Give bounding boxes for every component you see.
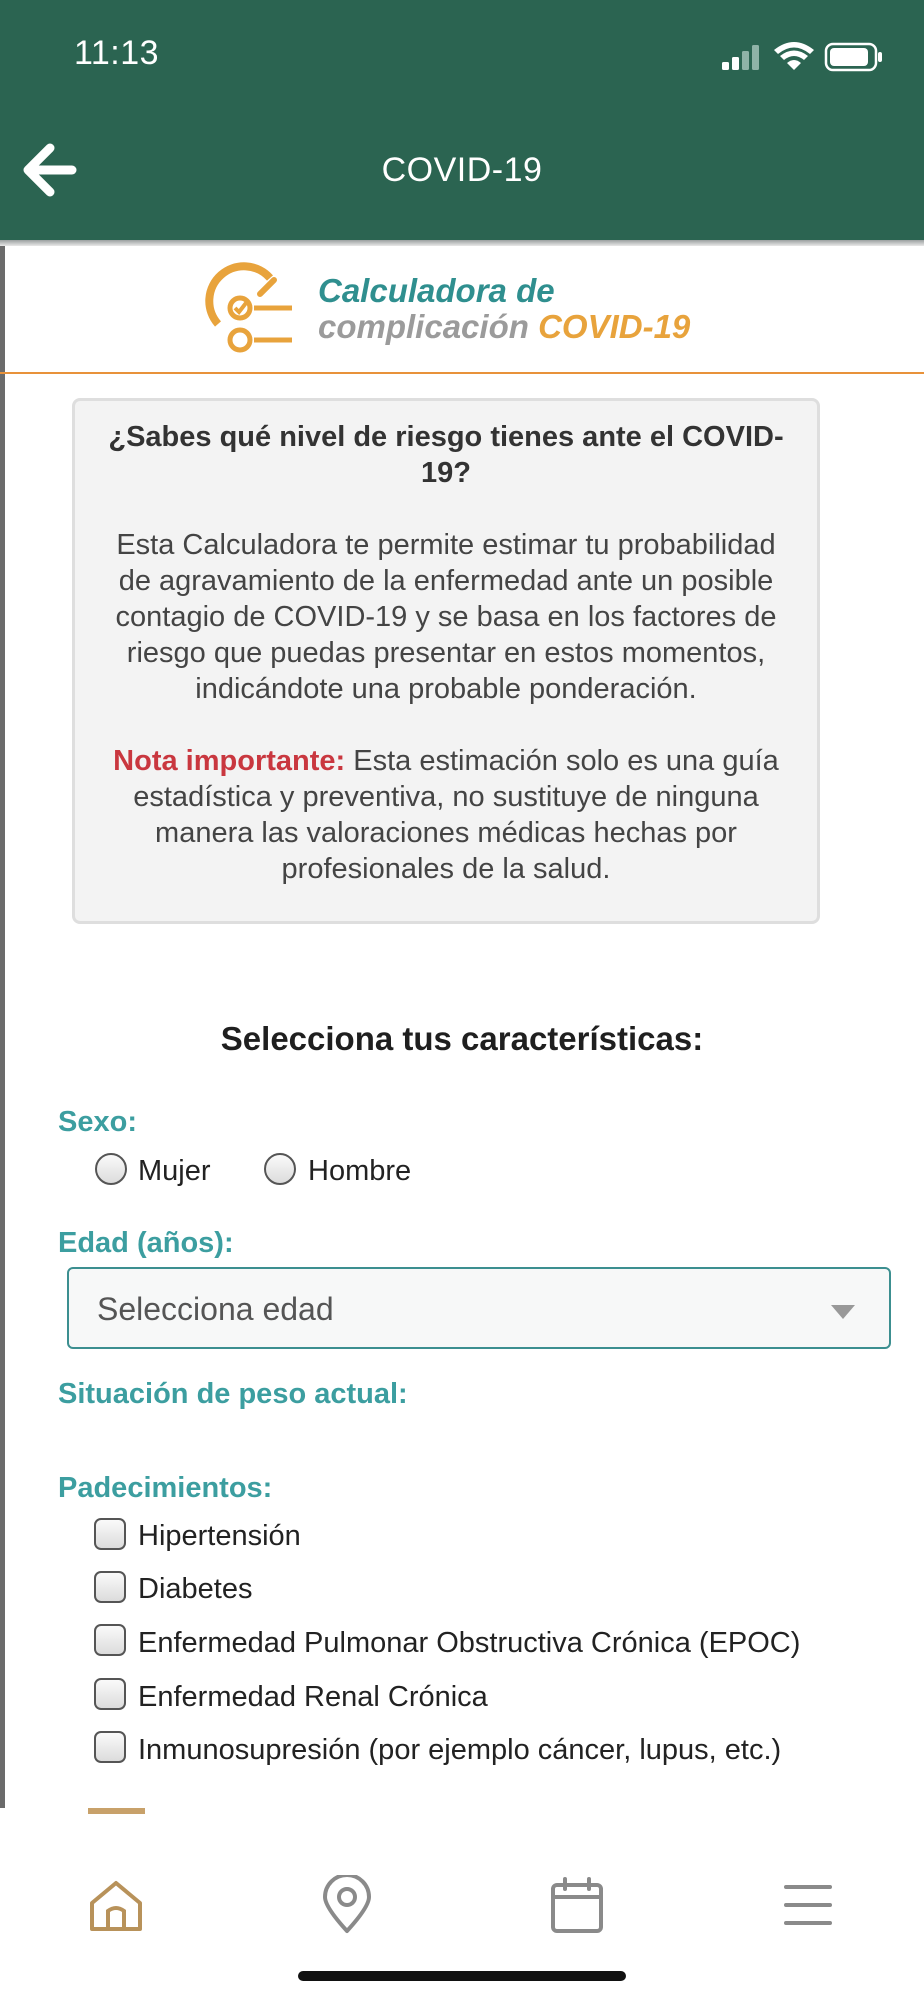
calendar-icon[interactable] bbox=[547, 1875, 607, 1935]
sex-label: Sexo: bbox=[58, 1106, 137, 1138]
calculator-logo bbox=[200, 262, 720, 362]
weight-label: Situación de peso actual: bbox=[58, 1378, 408, 1410]
info-question: ¿Sabes qué nivel de riesgo tienes ante el COVID-19? bbox=[108, 421, 784, 489]
checkbox-renal[interactable] bbox=[94, 1678, 126, 1710]
header-shadow bbox=[0, 240, 924, 246]
active-tab-indicator bbox=[88, 1808, 145, 1814]
radio-hombre-label[interactable]: Hombre bbox=[308, 1155, 412, 1187]
gauge-logo-icon bbox=[200, 262, 300, 362]
page-title: COVID-19 bbox=[381, 151, 543, 189]
checkbox-hipertension-label[interactable]: Hipertensión bbox=[138, 1520, 301, 1552]
location-pin-icon[interactable] bbox=[317, 1875, 377, 1935]
checkbox-inmunosupresion[interactable] bbox=[94, 1731, 126, 1763]
info-description: Esta Calculadora te permite estimar tu probabilidad de agravamiento de la enfermedad ante un posible contagio de COVID-19 y se basa en los factores de riesgo que puedas presentar en estos momentos, indicándote una probable ponderación. bbox=[115, 529, 777, 705]
chevron-down-icon bbox=[831, 1305, 855, 1319]
logo-title-line2 bbox=[318, 308, 690, 346]
conditions-label: Padecimientos: bbox=[58, 1472, 273, 1504]
age-select[interactable] bbox=[67, 1267, 891, 1349]
checkbox-epoc-label[interactable]: Enfermedad Pulmonar Obstructiva Crónica (EPOC) bbox=[138, 1627, 801, 1659]
home-icon[interactable] bbox=[86, 1875, 146, 1935]
checkbox-diabetes-label[interactable]: Diabetes bbox=[138, 1573, 253, 1605]
checkbox-epoc[interactable] bbox=[94, 1624, 126, 1656]
status-time: 11:13 bbox=[74, 34, 160, 72]
top-app-bar bbox=[0, 0, 924, 240]
logo-line2-text: complicación bbox=[318, 308, 529, 345]
menu-icon[interactable] bbox=[778, 1875, 838, 1935]
age-select-value: Selecciona edad bbox=[97, 1291, 334, 1327]
logo-title-line1: Calculadora de bbox=[318, 272, 555, 309]
checkbox-renal-label[interactable]: Enfermedad Renal Crónica bbox=[138, 1681, 488, 1713]
checkbox-diabetes[interactable] bbox=[94, 1571, 126, 1603]
status-icons bbox=[718, 36, 888, 76]
logo-line2-accent: COVID-19 bbox=[538, 308, 691, 345]
cellular-signal-icon bbox=[722, 45, 759, 70]
info-card bbox=[72, 398, 820, 924]
info-note bbox=[105, 743, 787, 887]
battery-icon bbox=[826, 44, 882, 70]
info-note-text: Esta estimación solo es una guía estadística y preventiva, no sustituye de ninguna manera las valoraciones médicas hechas por profesionales de la salud. bbox=[133, 745, 779, 885]
radio-mujer-label[interactable]: Mujer bbox=[138, 1155, 211, 1187]
checkbox-hipertension[interactable] bbox=[94, 1518, 126, 1550]
info-note-label: Nota importante: bbox=[113, 745, 346, 777]
section-title: Selecciona tus características: bbox=[220, 1020, 704, 1057]
wifi-icon bbox=[774, 42, 814, 70]
home-indicator[interactable] bbox=[298, 1971, 626, 1981]
radio-hombre[interactable] bbox=[264, 1153, 296, 1185]
checkbox-inmunosupresion-label[interactable]: Inmunosupresión (por ejemplo cáncer, lupus, etc.) bbox=[138, 1734, 782, 1766]
age-label: Edad (años): bbox=[58, 1227, 234, 1259]
header-divider bbox=[0, 372, 924, 374]
radio-mujer[interactable] bbox=[95, 1153, 127, 1185]
